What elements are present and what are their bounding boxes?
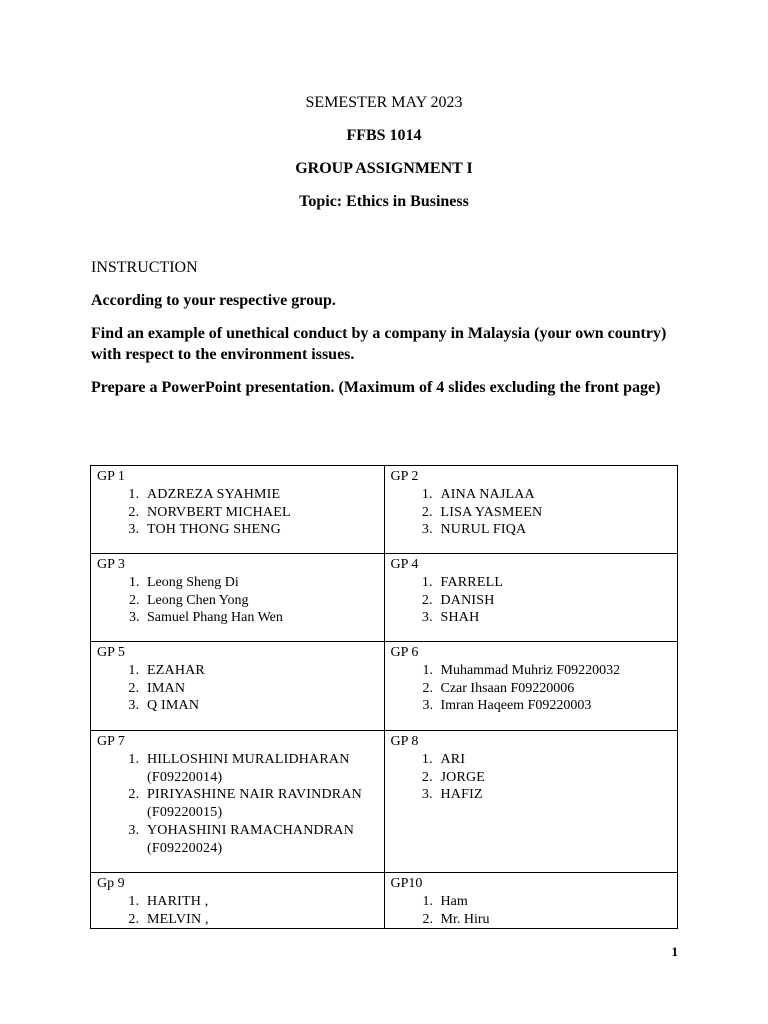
list-item: 2. JORGE — [437, 769, 672, 787]
group-cell-2 — [384, 466, 678, 554]
list-item: 2. Leong Chen Yong — [143, 592, 378, 610]
list-item: 1. HILLOSHINI MURALIDHARAN (F09220014) — [143, 751, 378, 787]
list-item: 1. Ham — [437, 893, 672, 911]
member-list — [97, 662, 378, 715]
list-item: 2. DANISH — [437, 592, 672, 610]
list-item: 3. Imran Haqeem F09220003 — [437, 697, 672, 715]
member-list — [97, 751, 378, 858]
group-cell-3 — [91, 554, 385, 642]
group-cell-9 — [91, 873, 385, 929]
list-item: 3. SHAH — [437, 609, 672, 627]
instruction-paragraph-2: Find an example of unethical conduct by a company in Malaysia (your own country) with respect to the environment issues. — [91, 325, 667, 363]
group-table — [90, 465, 678, 929]
list-item: 2. Mr. Hiru — [437, 911, 672, 929]
list-item: 3. Samuel Phang Han Wen — [143, 609, 378, 627]
group-label: GP 1 — [97, 469, 125, 484]
list-item: 3. NURUL FIQA — [437, 521, 672, 539]
list-item: 1. EZAHAR — [143, 662, 378, 680]
list-item: 2. PIRIYASHINE NAIR RAVINDRAN (F09220015) — [143, 786, 378, 822]
list-item: 3. Q IMAN — [143, 697, 378, 715]
list-item: 1. ADZREZA SYAHMIE — [143, 486, 378, 504]
instruction-paragraph-3: Prepare a PowerPoint presentation. (Maximum of 4 slides excluding the front page) — [91, 379, 661, 396]
group-cell-4 — [384, 554, 678, 642]
list-item: 3. HAFIZ — [437, 786, 672, 804]
list-item: 1. Leong Sheng Di — [143, 574, 378, 592]
instruction-paragraph-1: According to your respective group. — [91, 292, 336, 309]
assignment-title: GROUP ASSIGNMENT I — [295, 160, 473, 177]
page-number: 1 — [671, 944, 678, 959]
member-list — [97, 893, 378, 929]
group-label: Gp 9 — [97, 876, 125, 891]
course-code: FFBS 1014 — [346, 127, 422, 144]
topic-title: Topic: Ethics in Business — [299, 193, 469, 210]
member-list — [391, 662, 672, 715]
list-item: 3. TOH THONG SHENG — [143, 521, 378, 539]
group-label: GP 2 — [390, 469, 419, 484]
list-item: 2. NORVBERT MICHAEL — [143, 504, 378, 522]
member-list — [391, 486, 672, 539]
list-item: 1. HARITH , — [143, 893, 378, 911]
list-item: 2. MELVIN , — [143, 911, 378, 929]
semester-title: SEMESTER MAY 2023 — [305, 94, 463, 111]
group-cell-6 — [384, 642, 678, 731]
group-label: GP 7 — [97, 734, 125, 749]
group-label: GP 4 — [390, 557, 419, 572]
group-label: GP 3 — [97, 557, 125, 572]
list-item: 2. IMAN — [143, 680, 378, 698]
group-label: GP 8 — [390, 734, 419, 749]
member-list — [391, 893, 672, 929]
list-item: 1. ARI — [437, 751, 672, 769]
table-row — [91, 731, 678, 873]
table-row — [91, 466, 678, 554]
member-list — [97, 486, 378, 539]
group-cell-10 — [384, 873, 678, 929]
list-item: 1. Muhammad Muhriz F09220032 — [437, 662, 672, 680]
group-label: GP10 — [390, 876, 423, 891]
member-list — [391, 574, 672, 627]
instruction-heading: INSTRUCTION — [91, 259, 198, 276]
member-list — [97, 574, 378, 627]
list-item: 2. LISA YASMEEN — [437, 504, 672, 522]
table-row — [91, 554, 678, 642]
group-cell-1 — [91, 466, 385, 554]
list-item: 1. AINA NAJLAA — [437, 486, 672, 504]
member-list — [391, 751, 672, 804]
table-row — [91, 873, 678, 929]
list-item: 3. YOHASHINI RAMACHANDRAN (F09220024) — [143, 822, 378, 858]
group-label: GP 5 — [97, 645, 125, 660]
group-label: GP 6 — [390, 645, 419, 660]
list-item: 2. Czar Ihsaan F09220006 — [437, 680, 672, 698]
group-cell-5 — [91, 642, 385, 731]
group-cell-7 — [91, 731, 385, 873]
group-cell-8 — [384, 731, 678, 873]
table-row — [91, 642, 678, 731]
list-item: 1. FARRELL — [437, 574, 672, 592]
